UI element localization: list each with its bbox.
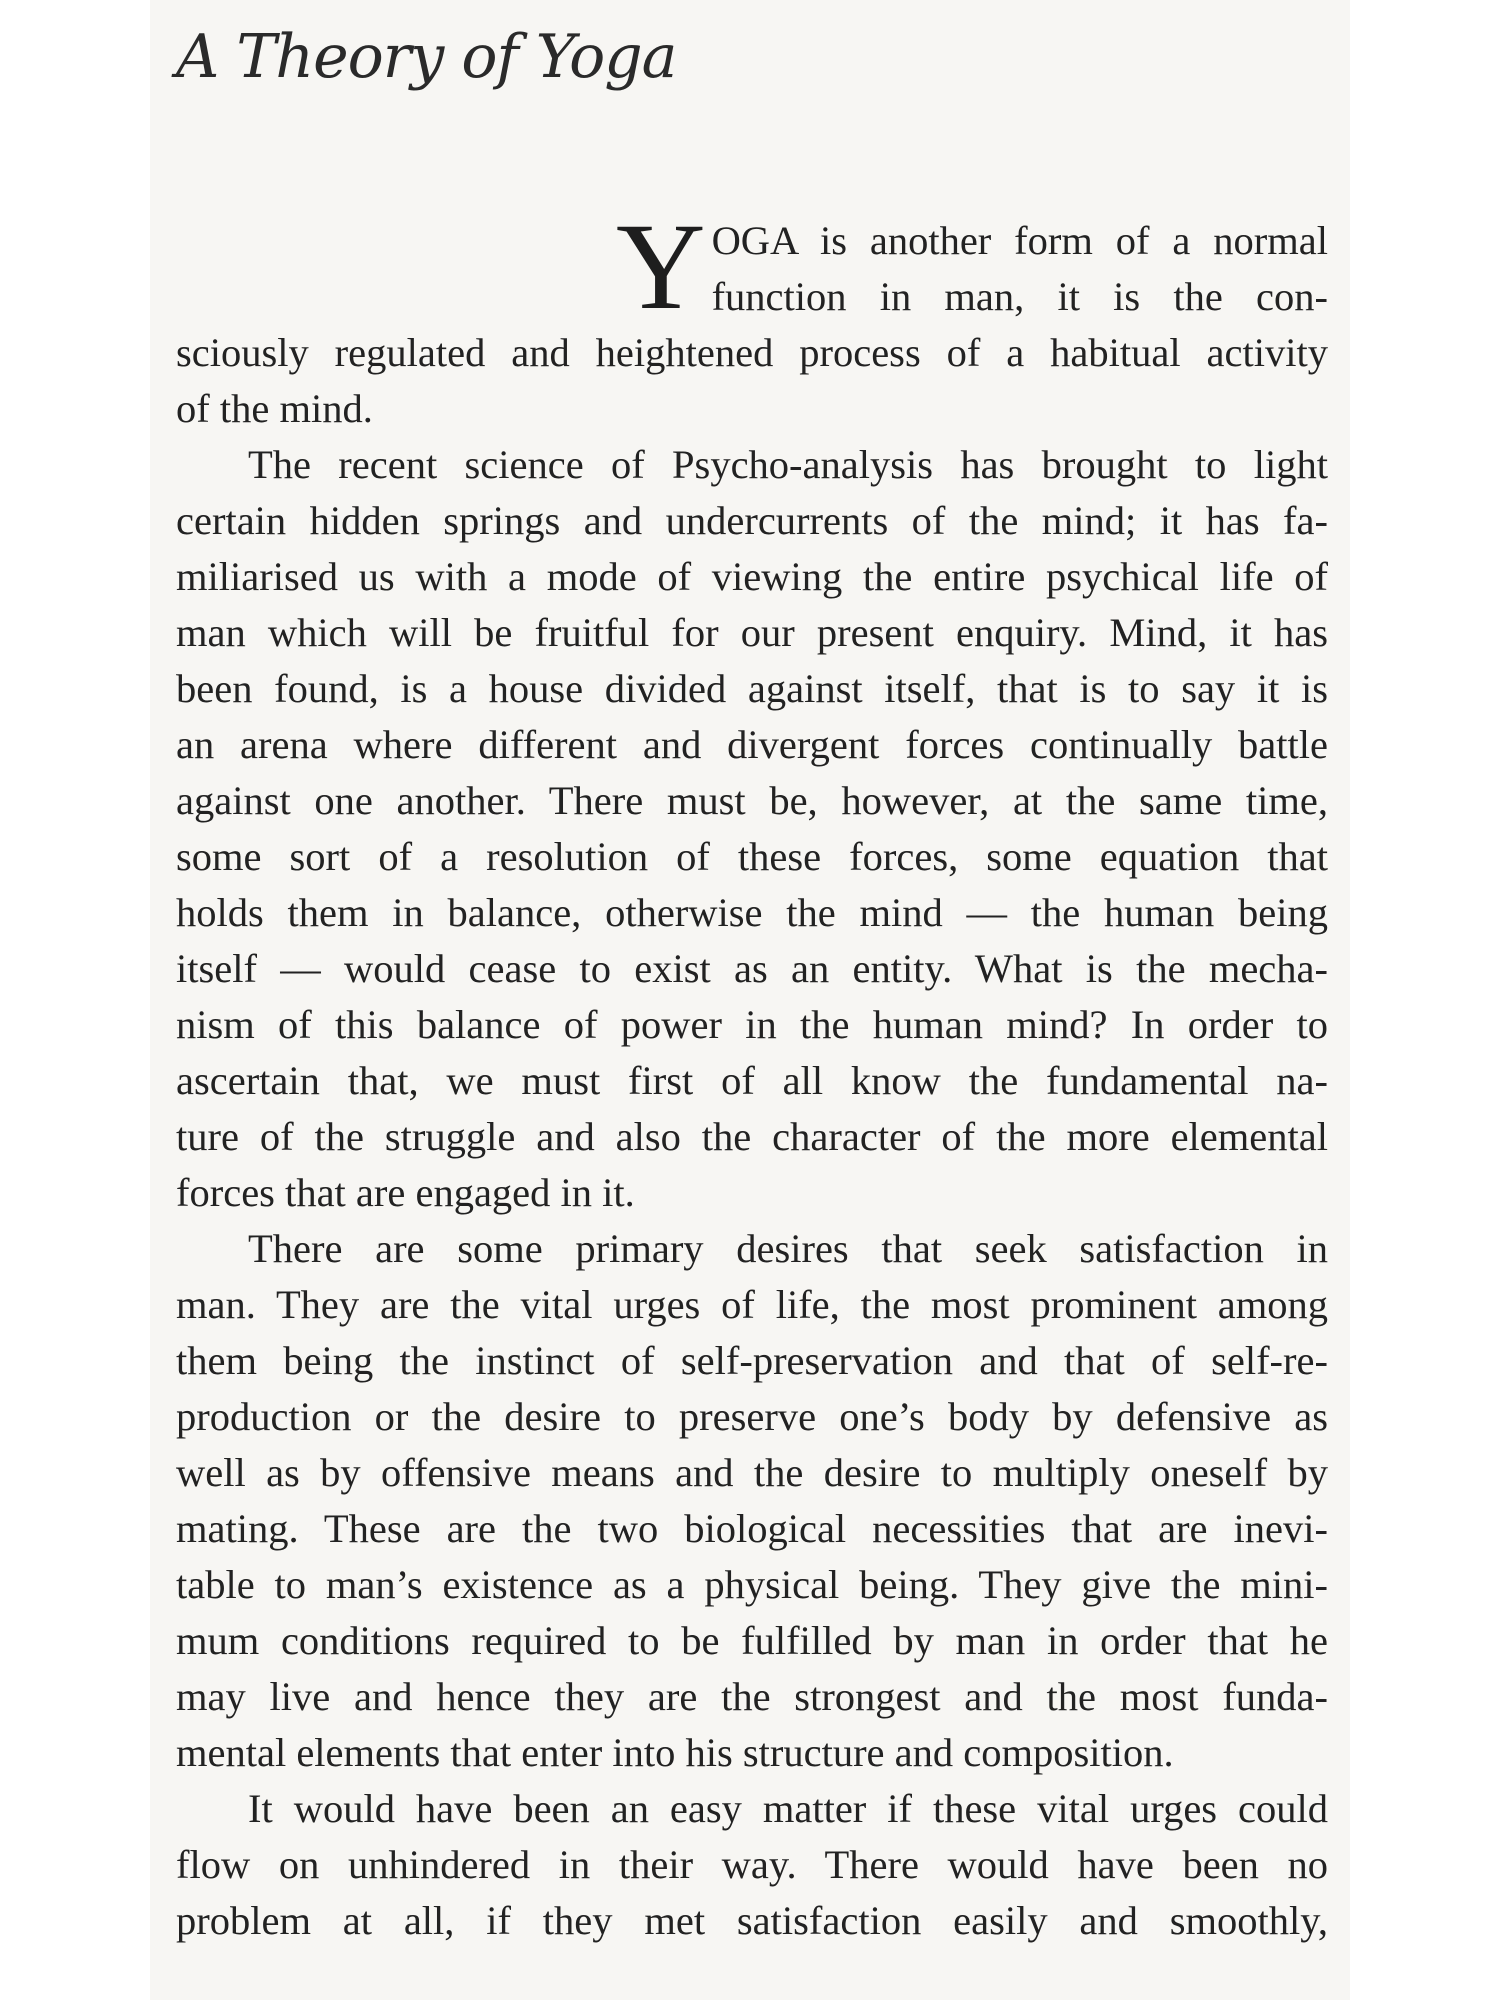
text-line: holds them in balance, otherwise the mind — the human being bbox=[176, 890, 1328, 935]
text-line: them being the instinct of self-preservation and that of self-re- bbox=[176, 1338, 1328, 1383]
text-line: itself — would cease to exist as an entity. What is the mecha- bbox=[176, 946, 1328, 991]
text-line: man which will be fruitful for our present enquiry. Mind, it has bbox=[176, 610, 1328, 655]
text-line: flow on unhindered in their way. There would have been no bbox=[176, 1842, 1328, 1887]
text-line: forces that are engaged in it. bbox=[176, 1170, 635, 1215]
text-line: been found, is a house divided against itself, that is to say it is bbox=[176, 666, 1328, 711]
text-line: OGA is another form of a normal bbox=[711, 218, 1328, 263]
text-line: nism of this balance of power in the human mind? In order to bbox=[176, 1002, 1328, 1047]
text-line: ascertain that, we must first of all know the fundamental na- bbox=[176, 1058, 1328, 1103]
text-line: miliarised us with a mode of viewing the entire psychical life of bbox=[176, 554, 1328, 599]
text-line: well as by offensive means and the desire to multiply oneself by bbox=[176, 1450, 1328, 1495]
text-line: There are some primary desires that seek satisfaction in bbox=[248, 1226, 1328, 1271]
text-line: of the mind. bbox=[176, 386, 373, 431]
body-text bbox=[176, 198, 1328, 1949]
text-line: sciously regulated and heightened process of a habitual activity bbox=[176, 330, 1328, 375]
text-line: certain hidden springs and undercurrents of the mind; it has fa- bbox=[176, 498, 1328, 543]
text-line: man. They are the vital urges of life, the most prominent among bbox=[176, 1282, 1328, 1327]
text-line: some sort of a resolution of these forces, some equation that bbox=[176, 834, 1328, 879]
text-line: production or the desire to preserve one’s body by defensive as bbox=[176, 1394, 1328, 1439]
chapter-title: A Theory of Yoga bbox=[176, 22, 677, 92]
text-line: function in man, it is the con- bbox=[711, 274, 1328, 319]
text-line: ture of the struggle and also the character of the more elemental bbox=[176, 1114, 1328, 1159]
text-line: problem at all, if they met satisfaction easily and smoothly, bbox=[176, 1898, 1328, 1943]
text-line: table to man’s existence as a physical being. They give the mini- bbox=[176, 1562, 1328, 1607]
text-line: mating. These are the two biological necessities that are inevi- bbox=[176, 1506, 1328, 1551]
text-line: The recent science of Psycho-analysis has brought to light bbox=[248, 442, 1328, 487]
text-line: mental elements that enter into his structure and composition. bbox=[176, 1730, 1174, 1775]
text-line: an arena where different and divergent forces continually battle bbox=[176, 722, 1328, 767]
text-line: It would have been an easy matter if these vital urges could bbox=[248, 1786, 1328, 1831]
text-line: may live and hence they are the strongest and the most funda- bbox=[176, 1674, 1328, 1719]
text-line: mum conditions required to be fulfilled by man in order that he bbox=[176, 1618, 1328, 1663]
text-line: against one another. There must be, however, at the same time, bbox=[176, 778, 1328, 823]
drop-cap: Y bbox=[616, 198, 706, 335]
